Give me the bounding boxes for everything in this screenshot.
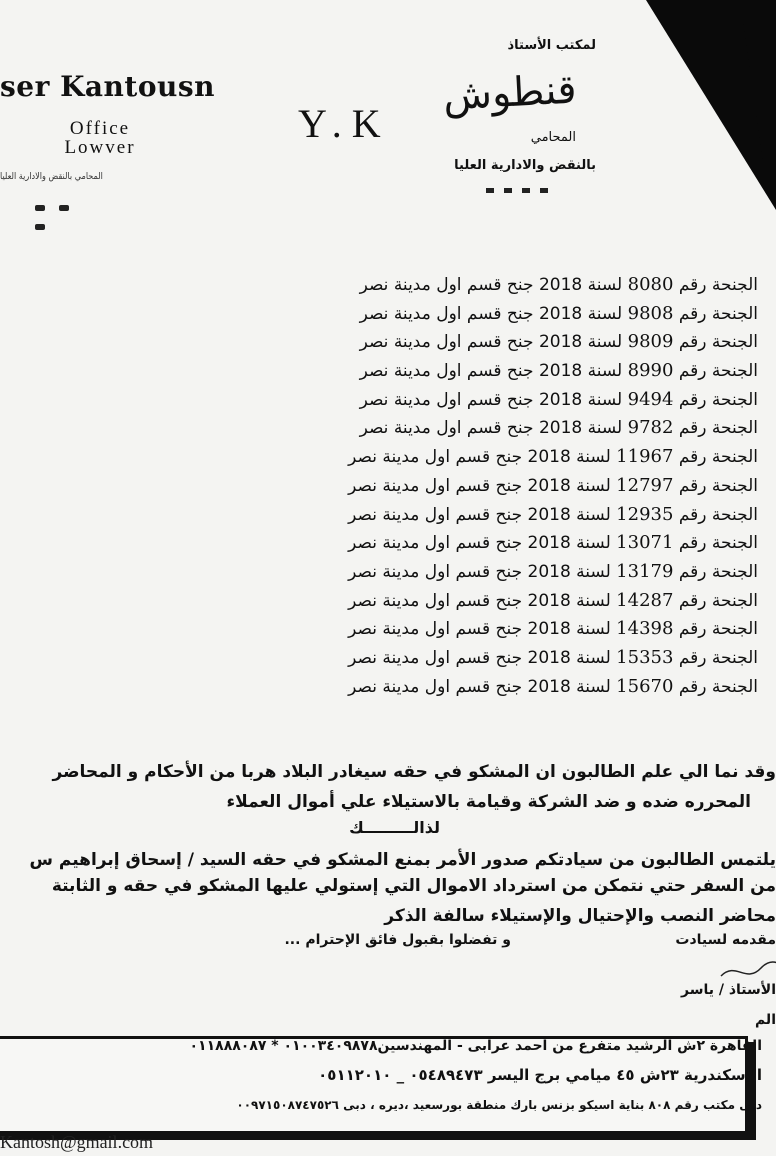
case-item: الجنحة رقم 15670 لسنة 2018 جنح قسم اول مدينة نصر [348, 675, 758, 697]
letterhead-arabic-office: لمكتب الأستاذ [507, 38, 596, 53]
case-item: الجنحة رقم 9808 لسنة 2018 جنح قسم اول مدينة نصر [359, 302, 758, 324]
case-item: الجنحة رقم 9809 لسنة 2018 جنح قسم اول مدينة نصر [359, 331, 758, 353]
case-item: الجنحة رقم 14287 لسنة 2018 جنح قسم اول مدينة نصر [348, 589, 758, 611]
case-item: الجنحة رقم 14398 لسنة 2018 جنح قسم اول مدينة نصر [348, 618, 758, 640]
footer-alexandria-address: الإسكندرية ٢٣ش ٤٥ ميامي برج اليسر ٠٥٤٨٩٤٧٣ _ ٠٥١١٢٠١٠ [318, 1066, 762, 1084]
letterhead-address-line: المحامي بالنقض والادارية العليا [0, 172, 103, 182]
case-item: الجنحة رقم 13179 لسنة 2018 جنح قسم اول مدينة نصر [348, 560, 758, 582]
signature-lawyer-name: الأستاذ / ياسر [681, 982, 776, 998]
case-item: الجنحة رقم 9494 لسنة 2018 جنح قسم اول مدينة نصر [359, 388, 758, 410]
case-item: الجنحة رقم 12797 لسنة 2018 جنح قسم اول مدينة نصر [348, 474, 758, 496]
body-paragraph-5: محاضر النصب والإحتيال والإستيلاء سالفة الذكر [384, 906, 776, 926]
letterhead-english-name: ser Kantousn [0, 70, 216, 103]
body-paragraph-2: المحرره ضده و ضد الشركة وقيامة بالاستيلاء علي أموال العملاء [226, 792, 751, 812]
case-list [348, 271, 758, 701]
letterhead-arabic-title: المحامي [530, 130, 576, 145]
letterhead-arabic-ornament [476, 178, 556, 188]
body-paragraph-4: من السفر حتي نتمكن من استرداد الاموال التي إستولي عليها المشكو في حقه و الثابتة [51, 876, 776, 896]
body-paragraph-1: وقد نما الي علم الطالبون ان المشكو في حقه سيغادر البلاد هربا من الأحكام و المحاضر [52, 762, 776, 782]
letterhead-office-label: Office [69, 118, 131, 139]
case-item: الجنحة رقم 11967 لسنة 2018 جنح قسم اول مدينة نصر [348, 446, 758, 468]
case-item: الجنحة رقم 12935 لسنة 2018 جنح قسم اول مدينة نصر [348, 503, 758, 525]
body-paragraph-3: يلتمس الطالبون من سيادتكم صدور الأمر بمنع المشكو في حقه السيد / إسحاق إبراهيم س [29, 850, 776, 870]
signature-title: الم [754, 1012, 776, 1028]
case-item: الجنحة رقم 15353 لسنة 2018 جنح قسم اول مدينة نصر [348, 646, 758, 668]
letterhead-ornament [35, 196, 105, 208]
therefore-heading: لذالـــــــــك [349, 818, 440, 837]
letterhead-arabic-name: قنطوش [441, 66, 578, 120]
signature-submitted-by: مقدمه لسيادت [675, 932, 776, 948]
case-item: الجنحة رقم 8080 لسنة 2018 جنح قسم اول مدينة نصر [359, 274, 758, 295]
case-item: الجنحة رقم 9782 لسنة 2018 جنح قسم اول مدينة نصر [359, 417, 758, 439]
case-item: الجنحة رقم 8990 لسنة 2018 جنح قسم اول مدينة نصر [359, 360, 758, 382]
footer-email: Kantosh@gmail.com [0, 1132, 154, 1152]
closing-line: و تفضلوا بقبول فائق الإحترام ... [284, 932, 511, 948]
reference-code: Y.K [298, 101, 391, 146]
footer-cairo-address: القاهرة ٢ش الرشيد متفرع من احمد عرابى - المهندسين٠١٠٠٣٤٠٩٨٧٨ * ٠١١٨٨٨٠٨٧ [189, 1038, 762, 1054]
footer-dubai-address: دبى مكتب رقم ٨٠٨ بناية اسيكو بزنس بارك منطقة بورسعيد ،ديره ، دبى ٠٠٩٧١٥٠٨٧٤٧٥٢٦ [236, 1098, 762, 1112]
letterhead-lawyer-label: Lowver [64, 137, 136, 158]
case-item: الجنحة رقم 13071 لسنة 2018 جنح قسم اول مدينة نصر [348, 532, 758, 554]
letterhead-arabic-court: بالنقض والادارية العليا [454, 158, 596, 173]
